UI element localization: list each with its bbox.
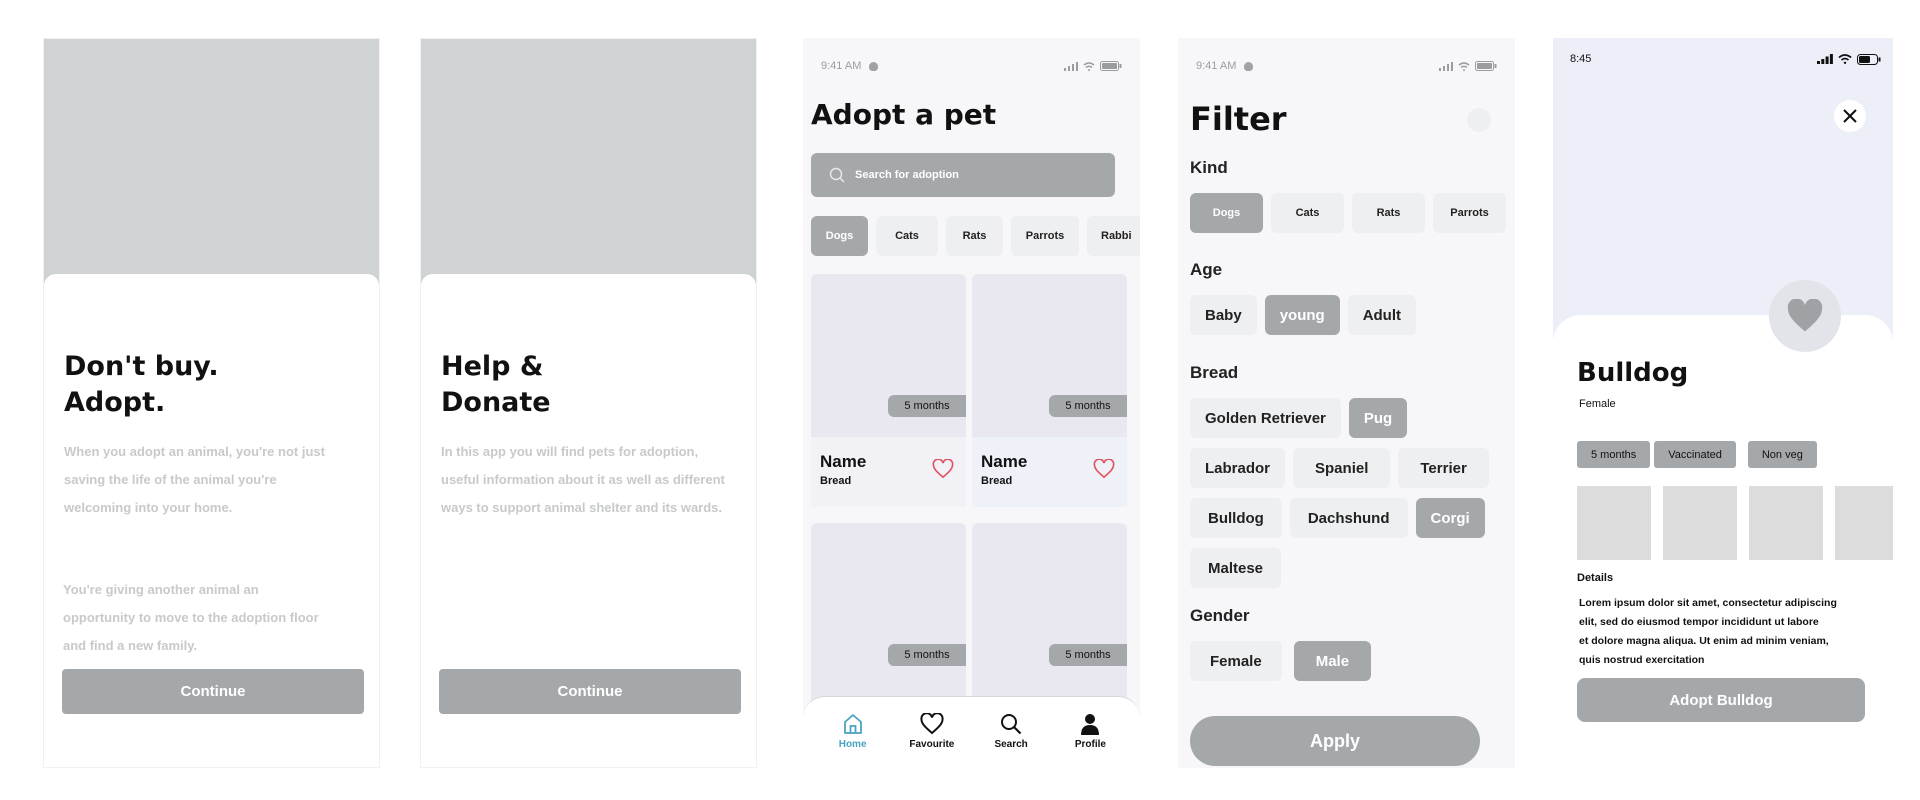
search-icon <box>829 167 845 183</box>
details-line: et dolore magna aliqua. Ut enim ad minim veniam, <box>1579 635 1829 647</box>
onboarding-title <box>64 349 219 421</box>
age-label: Age <box>1190 260 1223 279</box>
status-time: 9:41 AM <box>821 60 862 72</box>
title-line-2: Donate <box>441 387 551 418</box>
search-input[interactable] <box>811 153 1115 197</box>
breed-dachshund[interactable]: Dachshund <box>1290 498 1408 538</box>
title-line-1: Help & <box>441 351 544 382</box>
signal-icon <box>1817 54 1833 64</box>
details-line: quis nostrud exercitation <box>1579 654 1705 666</box>
filter-screen <box>1178 38 1515 768</box>
age-adult[interactable]: Adult <box>1348 295 1416 335</box>
favourite-button[interactable] <box>1769 280 1841 352</box>
tag-age: 5 months <box>1577 441 1650 468</box>
nav-favourite-label: Favourite <box>909 739 955 750</box>
age-badge: 5 months <box>1049 644 1127 666</box>
apply-button[interactable]: Apply <box>1190 716 1480 766</box>
breed-options <box>1190 398 1510 588</box>
nav-home-label: Home <box>838 739 867 750</box>
title-line-1: Don't buy. <box>64 351 219 382</box>
photo-thumbnail[interactable] <box>1577 486 1651 560</box>
pet-breed: Bread <box>981 475 1013 487</box>
pet-card[interactable] <box>972 274 1127 507</box>
pet-tags <box>1577 441 1817 468</box>
pet-name: Bulldog <box>1577 358 1689 388</box>
nav-search-label: Search <box>994 739 1028 750</box>
kind-parrots[interactable]: Parrots <box>1433 193 1506 233</box>
nav-search[interactable] <box>976 713 1046 768</box>
close-icon <box>1843 109 1857 123</box>
breed-corgi[interactable]: Corgi <box>1416 498 1485 538</box>
tag-diet: Non veg <box>1748 441 1817 468</box>
gender-female[interactable]: Female <box>1190 641 1282 681</box>
close-icon[interactable] <box>1467 108 1491 132</box>
breed-labrador[interactable]: Labrador <box>1190 448 1285 488</box>
status-bar <box>821 58 1122 74</box>
cat-icon <box>1244 62 1253 71</box>
onboarding-paragraph-2: You're giving another animal an opportunity to move to the adoption floor and find a new family. <box>63 582 319 653</box>
pet-grid <box>811 274 1131 756</box>
category-dogs[interactable]: Dogs <box>811 216 868 256</box>
age-options <box>1190 295 1510 335</box>
pet-card[interactable] <box>811 274 966 507</box>
category-rabbits[interactable]: Rabbi <box>1087 216 1140 256</box>
page-title: Filter <box>1190 100 1287 138</box>
heart-icon <box>920 713 944 735</box>
wifi-icon <box>1458 62 1470 71</box>
heart-icon[interactable] <box>1093 459 1115 479</box>
wifi-icon <box>1838 54 1852 64</box>
cat-icon <box>869 62 878 71</box>
details-text <box>1579 594 1859 670</box>
age-badge: 5 months <box>1049 395 1127 417</box>
pet-detail-screen <box>1553 38 1893 768</box>
wifi-icon <box>1083 62 1095 71</box>
battery-icon <box>1475 61 1497 71</box>
photo-thumbnail[interactable] <box>1663 486 1737 560</box>
pet-photo-placeholder <box>1553 38 1893 338</box>
heart-icon <box>1786 299 1824 333</box>
category-tabs <box>811 216 1140 256</box>
battery-icon <box>1857 54 1881 65</box>
title-line-2: Adopt. <box>64 387 166 418</box>
bottom-nav <box>803 696 1140 768</box>
gender-label: Gender <box>1190 606 1250 625</box>
adopt-button[interactable]: Adopt Bulldog <box>1577 678 1865 722</box>
photo-thumbnail[interactable] <box>1749 486 1823 560</box>
details-line: Lorem ipsum dolor sit amet, consectetur adipiscing <box>1579 597 1837 609</box>
age-badge: 5 months <box>888 644 966 666</box>
age-young[interactable]: young <box>1265 295 1340 335</box>
category-cats[interactable]: Cats <box>876 216 938 256</box>
gender-options <box>1190 641 1510 681</box>
pet-name: Name <box>981 452 1028 471</box>
breed-golden-retriever[interactable]: Golden Retriever <box>1190 398 1341 438</box>
category-rats[interactable]: Rats <box>946 216 1003 256</box>
pet-name: Name <box>820 452 867 471</box>
nav-favourite[interactable] <box>897 713 967 768</box>
status-bar <box>1570 51 1881 67</box>
category-parrots[interactable]: Parrots <box>1011 216 1079 256</box>
tag-vaccinated: Vaccinated <box>1654 441 1736 468</box>
hero-image-placeholder <box>44 39 379 289</box>
pet-card-info <box>811 437 966 507</box>
onboarding-paragraph-1: When you adopt an animal, you're not just saving the life of the animal you're welcoming into your home. <box>64 444 325 515</box>
search-placeholder: Search for adoption <box>855 169 959 181</box>
breed-bulldog[interactable]: Bulldog <box>1190 498 1282 538</box>
photo-thumbnails <box>1577 486 1893 560</box>
details-line: elit, sed do eiusmod tempor incididunt ut labore <box>1579 616 1819 628</box>
kind-rats[interactable]: Rats <box>1352 193 1425 233</box>
age-badge: 5 months <box>888 395 966 417</box>
nav-profile-label: Profile <box>1074 739 1106 750</box>
continue-button[interactable]: Continue <box>62 669 364 714</box>
page-title: Adopt a pet <box>811 98 997 131</box>
signal-icon <box>1439 62 1453 71</box>
breed-pug[interactable]: Pug <box>1349 398 1407 438</box>
nav-profile[interactable] <box>1055 713 1125 768</box>
age-baby[interactable]: Baby <box>1190 295 1257 335</box>
kind-options <box>1190 193 1510 233</box>
continue-button[interactable]: Continue <box>439 669 741 714</box>
profile-icon <box>1079 713 1101 735</box>
breed-spaniel[interactable]: Spaniel <box>1293 448 1390 488</box>
nav-home[interactable] <box>818 713 888 768</box>
breed-terrier[interactable]: Terrier <box>1398 448 1488 488</box>
onboarding-screen-adopt <box>43 38 380 768</box>
pet-sex: Female <box>1579 398 1616 410</box>
onboarding-screen-donate <box>420 38 757 768</box>
kind-cats[interactable]: Cats <box>1271 193 1344 233</box>
hero-image-placeholder <box>421 39 756 289</box>
pet-breed: Bread <box>820 475 852 487</box>
details-label: Details <box>1577 572 1614 584</box>
kind-label: Kind <box>1190 158 1228 177</box>
home-screen <box>803 38 1140 768</box>
status-bar <box>1196 58 1497 74</box>
onboarding-title <box>441 349 551 421</box>
home-icon <box>842 713 864 735</box>
pet-card-info <box>972 437 1127 507</box>
signal-icon <box>1064 62 1078 71</box>
kind-dogs[interactable]: Dogs <box>1190 193 1263 233</box>
photo-thumbnail[interactable] <box>1835 486 1893 560</box>
status-time: 9:41 AM <box>1196 60 1237 72</box>
battery-icon <box>1100 61 1122 71</box>
breed-maltese[interactable]: Maltese <box>1190 548 1281 588</box>
search-icon <box>1000 713 1022 735</box>
gender-male[interactable]: Male <box>1294 641 1371 681</box>
onboarding-paragraph: In this app you will find pets for adoption, useful information about it as well as different ways to support animal shelter and its wards. <box>441 444 725 515</box>
close-button[interactable] <box>1834 100 1866 132</box>
breed-label: Bread <box>1190 363 1239 382</box>
status-time: 8:45 <box>1570 53 1592 65</box>
heart-icon[interactable] <box>932 459 954 479</box>
